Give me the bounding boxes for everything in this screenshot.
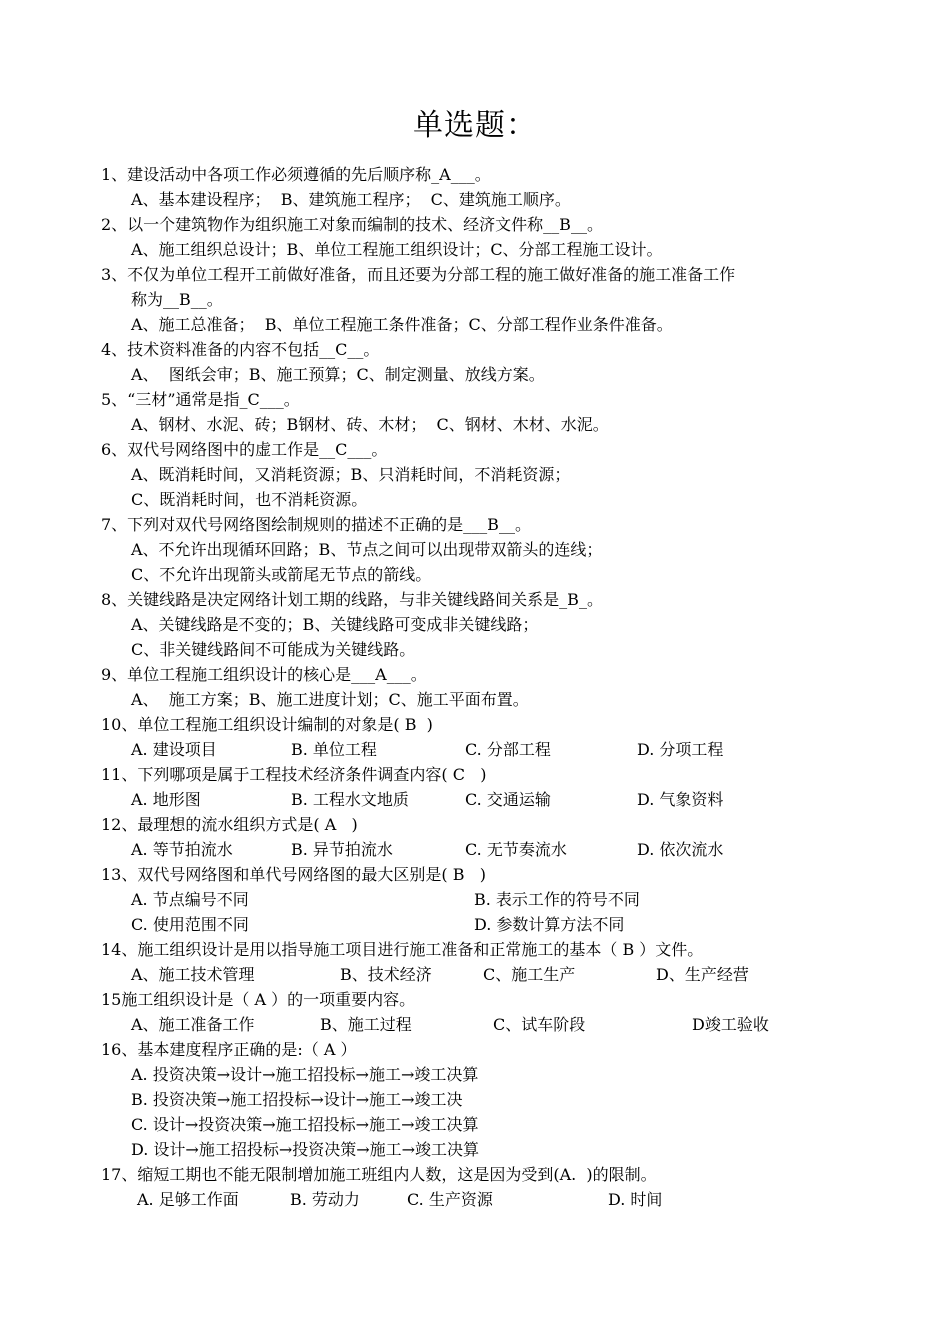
question-9: 9、单位工程施工组织设计的核心是___A___。	[101, 665, 427, 684]
question-7-options-2: C、不允许出现箭头或箭尾无节点的箭线。	[131, 565, 432, 584]
question-10-option-b: B. 单位工程	[291, 740, 377, 759]
question-8: 8、关键线路是决定网络计划工期的线路，与非关键线路间关系是_B_。	[101, 590, 603, 609]
question-12: 12、最理想的流水组织方式是( A )	[101, 815, 358, 834]
question-3: 3、不仅为单位工程开工前做好准备，而且还要为分部工程的施工做好准备的施工准备工作	[101, 265, 736, 284]
question-17-option-a: A. 足够工作面	[137, 1190, 239, 1209]
question-2-options: A、施工组织总设计；B、单位工程施工组织设计；C、分部工程施工设计。	[131, 240, 663, 259]
question-11-option-a: A. 地形图	[131, 790, 201, 809]
question-8-options-1: A、关键线路是不变的；B、关键线路可变成非关键线路；	[131, 615, 539, 634]
question-11-option-d: D. 气象资料	[637, 790, 724, 809]
question-16-option-c: C. 设计→投资决策→施工招投标→施工→竣工决算	[131, 1115, 479, 1134]
question-5: 5、“三材”通常是指_C___。	[101, 390, 300, 409]
question-13: 13、双代号网络图和单代号网络图的最大区别是( B )	[101, 865, 486, 884]
question-5-options: A、钢材、水泥、砖；B钢材、砖、木材； C、钢材、木材、水泥。	[131, 415, 609, 434]
question-7: 7、下列对双代号网络图绘制规则的描述不正确的是___B__。	[101, 515, 531, 534]
question-15-option-d: D竣工验收	[692, 1015, 769, 1034]
question-10: 10、单位工程施工组织设计编制的对象是( B )	[101, 715, 433, 734]
question-8-options-2: C、非关键线路间不可能成为关键线路。	[131, 640, 416, 659]
question-10-option-c: C. 分部工程	[465, 740, 551, 759]
question-10-option-d: D. 分项工程	[637, 740, 724, 759]
question-7-options-1: A、不允许出现循环回路；B、节点之间可以出现带双箭头的连线；	[131, 540, 603, 559]
question-3-options: A、施工总准备； B、单位工程施工条件准备；C、分部工程作业条件准备。	[131, 315, 673, 334]
question-2: 2、以一个建筑物作为组织施工对象而编制的技术、经济文件称__B__。	[101, 215, 603, 234]
question-15: 15施工组织设计是（ A ）的一项重要内容。	[101, 990, 416, 1009]
question-11-option-c: C. 交通运输	[465, 790, 551, 809]
question-14-option-a: A、施工技术管理	[131, 965, 255, 984]
question-17-option-b: B. 劳动力	[290, 1190, 360, 1209]
question-9-options: A、 施工方案；B、施工进度计划；C、施工平面布置。	[131, 690, 529, 709]
question-3-continued: 称为__B__。	[131, 290, 223, 309]
question-6: 6、双代号网络图中的虚工作是__C___。	[101, 440, 388, 459]
question-13-option-a: A. 节点编号不同	[131, 890, 249, 909]
question-6-options-1: A、既消耗时间，又消耗资源；B、只消耗时间，不消耗资源；	[131, 465, 571, 484]
question-14: 14、施工组织设计是用以指导施工项目进行施工准备和正常施工的基本（ B ）文件。	[101, 940, 704, 959]
question-16-option-d: D. 设计→施工招投标→投资决策→施工→竣工决算	[131, 1140, 480, 1159]
question-17-option-c: C. 生产资源	[407, 1190, 493, 1209]
page-title: 单选题：	[413, 108, 537, 143]
question-12-option-b: B. 异节拍流水	[291, 840, 393, 859]
question-6-options-2: C、既消耗时间，也不消耗资源。	[131, 490, 368, 509]
question-12-option-c: C. 无节奏流水	[465, 840, 567, 859]
question-1-options: A、基本建设程序； B、建筑施工程序； C、建筑施工顺序。	[131, 190, 571, 209]
question-1: 1、建设活动中各项工作必须遵循的先后顺序称_A___。	[101, 165, 491, 184]
question-16: 16、基本建度程序正确的是:（ A ）	[101, 1040, 357, 1059]
question-14-option-b: B、技术经济	[340, 965, 432, 984]
question-17: 17、缩短工期也不能无限制增加施工班组内人数，这是因为受到(A. )的限制。	[101, 1165, 657, 1184]
question-12-option-a: A. 等节拍流水	[131, 840, 233, 859]
question-13-option-d: D. 参数计算方法不同	[474, 915, 625, 934]
question-13-option-c: C. 使用范围不同	[131, 915, 249, 934]
question-10-option-a: A. 建设项目	[131, 740, 217, 759]
question-15-option-c: C、试车阶段	[493, 1015, 586, 1034]
question-11: 11、下列哪项是属于工程技术经济条件调查内容( C )	[101, 765, 487, 784]
question-12-option-d: D. 依次流水	[637, 840, 724, 859]
question-14-option-c: C、施工生产	[483, 965, 576, 984]
question-4-options: A、 图纸会审；B、施工预算；C、制定测量、放线方案。	[131, 365, 545, 384]
question-16-option-a: A. 投资决策→设计→施工招投标→施工→竣工决算	[131, 1065, 479, 1084]
question-17-option-d: D. 时间	[608, 1190, 663, 1209]
question-13-option-b: B. 表示工作的符号不同	[474, 890, 640, 909]
question-4: 4、技术资料准备的内容不包括__C__。	[101, 340, 380, 359]
question-14-option-d: D、生产经营	[656, 965, 749, 984]
question-16-option-b: B. 投资决策→施工招投标→设计→施工→竣工决	[131, 1090, 463, 1109]
question-15-option-a: A、施工准备工作	[131, 1015, 255, 1034]
question-15-option-b: B、施工过程	[320, 1015, 412, 1034]
question-11-option-b: B. 工程水文地质	[291, 790, 409, 809]
